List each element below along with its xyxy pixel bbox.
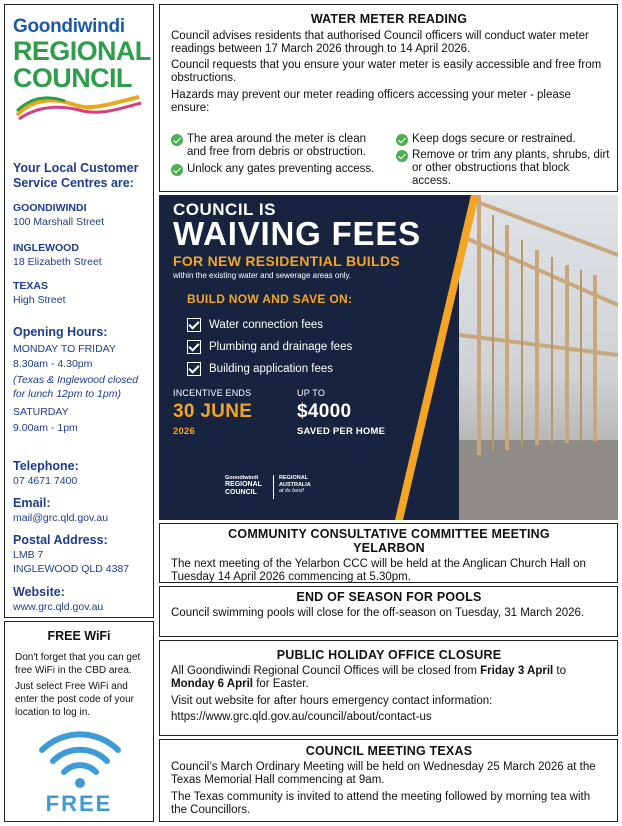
checkbox-icon xyxy=(187,362,201,376)
advert-logo-line: at its best! xyxy=(279,488,305,494)
advert-line-1: COUNCIL IS xyxy=(173,200,276,219)
website-link[interactable]: www.grc.qld.gov.au xyxy=(13,601,104,613)
centre-town: INGLEWOOD xyxy=(13,242,79,254)
section-title: COUNCIL MEETING TEXAS xyxy=(305,744,473,758)
postal-line-1: LMB 7 xyxy=(13,549,44,561)
check-circle-icon xyxy=(171,164,183,176)
weekday-label: MONDAY TO FRIDAY xyxy=(13,343,116,355)
check-item-text: The area around the meter is clean and free from debris or obstruction. xyxy=(187,133,366,158)
weekday-hours: 8.30am - 4.30pm xyxy=(13,358,93,370)
logo-swoosh-icon xyxy=(13,93,147,123)
check-item-text: Unlock any gates preventing access. xyxy=(187,163,375,175)
website-section xyxy=(13,585,153,614)
advert-logo-line: REGIONAL xyxy=(225,481,262,488)
advert-item-text: Plumbing and drainage fees xyxy=(209,341,353,353)
wifi-free-label: FREE xyxy=(45,791,113,816)
meeting-paragraph-1: Council’s March Ordinary Meeting will be held on Wednesday 25 March 2026 at the Texas Memorial Hall commencing at 9am. xyxy=(171,761,596,786)
advert-subheading: BUILD NOW AND SAVE ON: xyxy=(187,292,353,306)
wifi-text xyxy=(15,651,149,722)
ccc-meeting-section xyxy=(159,523,618,583)
upto-amount: $4000 xyxy=(297,401,352,422)
wifi-text-2: Just select Free WiFi and enter the post code of your location to log in. xyxy=(15,681,134,718)
section-title: WATER METER READING xyxy=(310,12,468,26)
logo-line-2: REGIONAL xyxy=(13,36,151,66)
advert-headline: WAIVING FEES xyxy=(173,215,421,252)
wifi-title: FREE WiFi xyxy=(47,629,111,643)
check-item-text: Keep dogs secure or restrained. xyxy=(412,133,576,145)
telephone-heading: Telephone: xyxy=(13,459,79,473)
holiday-visit: Visit out website for after hours emergency contact information: xyxy=(171,695,493,707)
advert-regional-logo xyxy=(279,475,329,495)
section-title: PUBLIC HOLIDAY OFFICE CLOSURE xyxy=(276,648,502,662)
pools-section xyxy=(159,586,618,637)
wifi-panel xyxy=(4,621,154,822)
centre-address: High Street xyxy=(13,294,66,306)
centres-section xyxy=(13,161,153,191)
advert-logo-line: Goondiwindi xyxy=(225,475,259,481)
holiday-date-from: Friday 3 April xyxy=(480,665,554,677)
wifi-icon xyxy=(37,726,123,790)
weekday-note: (Texas & Inglewood closed for lunch 12pm to 1pm) xyxy=(13,374,139,400)
check-item xyxy=(171,163,381,176)
centre-town: GOONDIWINDI xyxy=(13,202,87,214)
centre-inglewood xyxy=(13,241,153,269)
logo-divider xyxy=(273,475,274,499)
centre-texas xyxy=(13,279,153,307)
holiday-url-link[interactable]: https://www.grc.qld.gov.au/council/about/contact-us xyxy=(171,711,432,723)
website-heading: Website: xyxy=(13,585,65,599)
advert-logo-line: AUSTRALIA xyxy=(279,481,311,488)
postal-heading: Postal Address: xyxy=(13,533,108,547)
water-meter-section xyxy=(159,4,618,192)
telephone-section xyxy=(13,459,153,488)
centre-address: 100 Marshall Street xyxy=(13,216,105,228)
pools-body: Council swimming pools will close for the off-season on Tuesday, 31 March 2026. xyxy=(171,607,585,619)
advert-item xyxy=(187,363,333,375)
check-item-text: Remove or trim any plants, shrubs, dirt or other obstructions that block access. xyxy=(412,149,610,187)
postal-line-2: INGLEWOOD QLD 4387 xyxy=(13,563,130,575)
water-paragraph-3: Hazards may prevent our meter reading officers accessing your meter - please ensure: xyxy=(171,89,571,114)
email-heading: Email: xyxy=(13,496,51,510)
check-item xyxy=(396,133,611,146)
council-logo xyxy=(13,16,151,93)
checkbox-icon xyxy=(187,318,201,332)
incentive-date: 30 JUNE xyxy=(173,401,253,422)
section-title: COMMUNITY CONSULTATIVE COMMITTEE MEETING xyxy=(228,527,550,541)
wifi-text-1: Don't forget that you can get free WiFi in the CBD area. xyxy=(15,652,141,676)
advert-item-text: Water connection fees xyxy=(209,319,323,331)
email-section xyxy=(13,496,153,525)
logo-line-3: COUNCIL xyxy=(13,63,132,93)
holiday-date-to: Monday 6 April xyxy=(171,678,253,690)
holiday-closure-section xyxy=(159,640,618,736)
centres-heading: Your Local Customer Service Centres are: xyxy=(13,161,139,190)
logo-line-1: Goondiwindi xyxy=(13,16,125,37)
advert-council-logo xyxy=(225,475,269,497)
incentive-year: 2026 xyxy=(173,426,195,437)
check-circle-icon xyxy=(171,134,183,146)
holiday-body-text: All Goondiwindi Regional Council Offices will be closed from xyxy=(171,665,481,677)
email-link[interactable]: mail@grc.qld.gov.au xyxy=(13,512,109,524)
centre-town: TEXAS xyxy=(13,280,49,292)
centre-goondiwindi xyxy=(13,201,153,229)
centre-address: 18 Elizabeth Street xyxy=(13,256,102,268)
meeting-paragraph-2: The Texas community is invited to attend the meeting followed by morning tea with the Councillors. xyxy=(171,791,591,816)
telephone-value[interactable]: 07 4671 7400 xyxy=(13,475,78,487)
water-paragraph-1: Council advises residents that authorised Council officers will conduct water meter readings between 17 March 2026 through to 14 April 2026. xyxy=(171,30,589,55)
advert-item-text: Building application fees xyxy=(209,363,334,375)
holiday-body-text: for Easter. xyxy=(253,678,309,690)
checkbox-icon xyxy=(187,340,201,354)
hours-heading: Opening Hours: xyxy=(13,325,108,339)
sidebar-panel xyxy=(4,4,154,618)
advert-logo-line: COUNCIL xyxy=(225,489,257,496)
check-item xyxy=(171,133,381,159)
saturday-label: SATURDAY xyxy=(13,406,69,418)
advert-line-3: FOR NEW RESIDENTIAL BUILDS xyxy=(173,253,400,269)
postal-section xyxy=(13,533,153,576)
advert-line-4: within the existing water and sewerage areas only. xyxy=(173,271,352,280)
check-circle-icon xyxy=(396,134,408,146)
ccc-body: The next meeting of the Yelarbon CCC will be held at the Anglican Church Hall on Tuesday 14 April 2026 commencing at 5.30pm. xyxy=(171,558,586,583)
water-paragraph-2: Council requests that you ensure your water meter is easily accessible and free from obstructions. xyxy=(171,59,602,84)
advert-logo-line: REGIONAL xyxy=(279,475,309,481)
section-title: END OF SEASON FOR POOLS xyxy=(296,590,482,604)
upto-label: UP TO xyxy=(297,388,326,398)
section-subtitle: YELARBON xyxy=(353,541,425,555)
advert-item xyxy=(187,341,352,353)
fee-waiver-advert xyxy=(159,195,618,520)
check-item xyxy=(396,149,611,188)
incentive-label: INCENTIVE ENDS xyxy=(173,388,252,398)
upto-suffix: SAVED PER HOME xyxy=(297,426,386,437)
hours-section xyxy=(13,325,153,435)
check-circle-icon xyxy=(396,150,408,162)
council-meeting-section xyxy=(159,739,618,822)
holiday-body-text: to xyxy=(553,665,567,677)
holiday-body xyxy=(171,665,607,691)
advert-item xyxy=(187,319,323,331)
saturday-hours: 9.00am - 1pm xyxy=(13,422,78,434)
